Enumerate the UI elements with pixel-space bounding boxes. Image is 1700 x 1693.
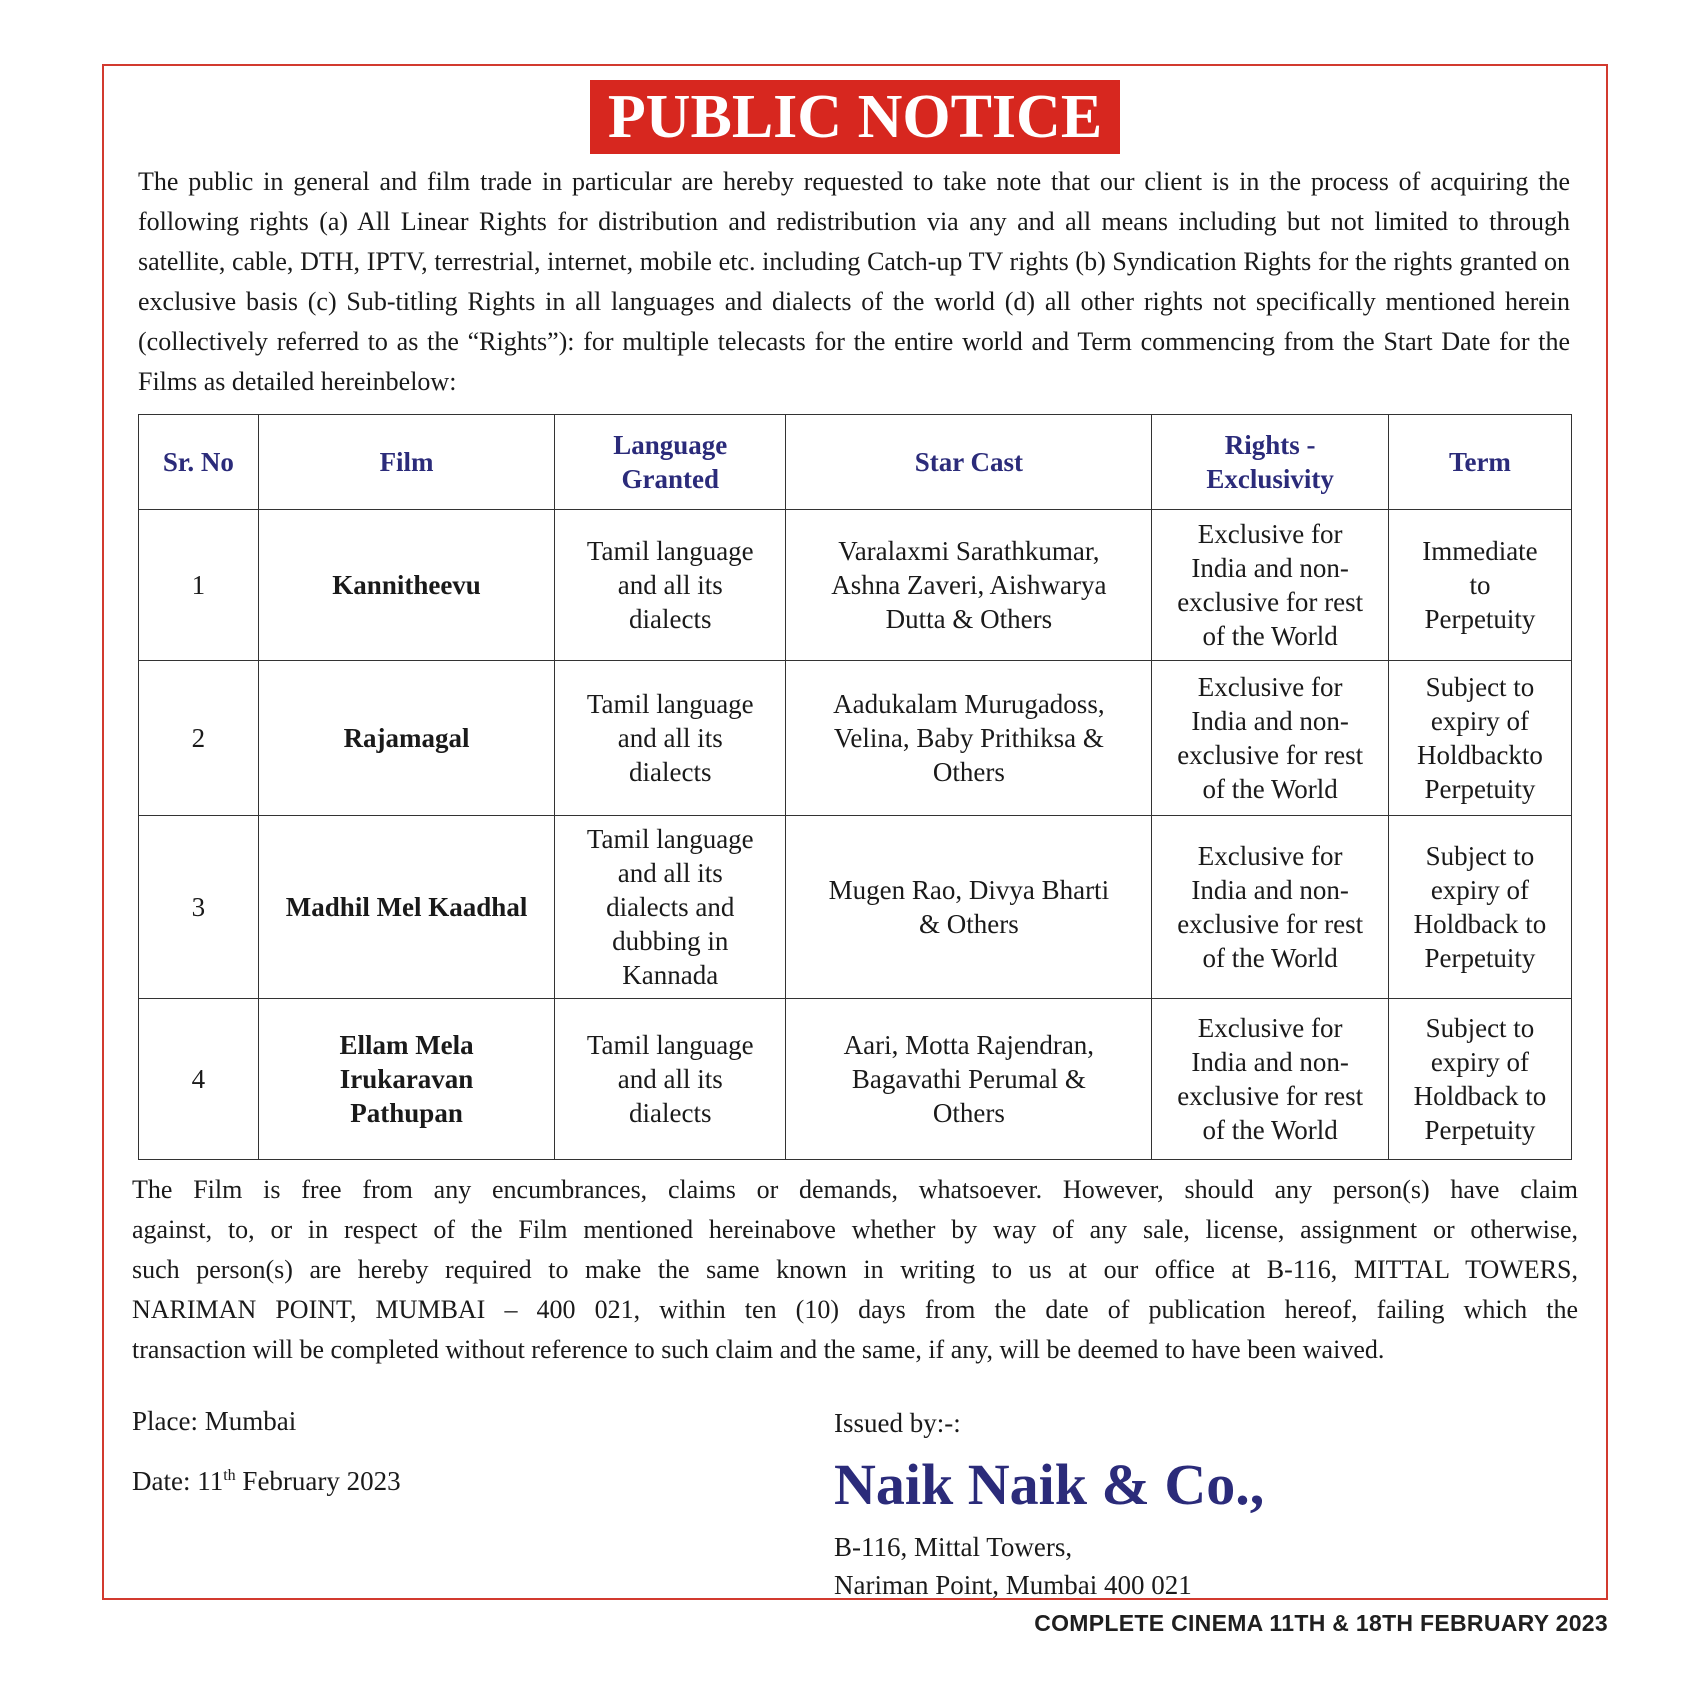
date-text <box>132 1466 401 1497</box>
cell-rights-line: India and non- <box>1191 706 1349 736</box>
outro-paragraph <box>132 1170 1578 1370</box>
cell-film-line: Ellam Mela <box>339 1030 474 1060</box>
cell-rights-line: India and non- <box>1191 875 1349 905</box>
cell-film-line: Rajamagal <box>343 723 470 753</box>
cell-film-line: Madhil Mel Kaadhal <box>285 892 528 922</box>
cell-term-line: to <box>1469 570 1491 600</box>
cell-term-line: Immediate <box>1422 536 1538 566</box>
cell-language-line: dialects <box>629 604 712 634</box>
cell-term-line: Perpetuity <box>1424 1115 1536 1145</box>
issued-by-label: Issued by:-: <box>834 1408 961 1438</box>
cell-star-cast <box>786 510 1152 661</box>
table-row <box>139 510 1572 661</box>
cell-term <box>1388 999 1571 1160</box>
cell-film <box>258 661 554 816</box>
cell-rights <box>1152 661 1388 816</box>
cell-term-line: expiry of <box>1430 706 1530 736</box>
title-container <box>104 80 1606 154</box>
cell-star-cast-line: Others <box>932 757 1005 787</box>
cell-term-line: Subject to <box>1425 841 1535 871</box>
cell-sr-no: 4 <box>139 999 259 1160</box>
cell-term-line: expiry of <box>1430 1047 1530 1077</box>
header-film: Film <box>258 415 554 510</box>
notice-title: PUBLIC NOTICE <box>590 80 1120 154</box>
cell-star-cast <box>786 999 1152 1160</box>
cell-language-line: dialects <box>629 757 712 787</box>
firm-address-line-2: Nariman Point, Mumbai 400 021 <box>834 1570 1192 1600</box>
cell-rights <box>1152 510 1388 661</box>
cell-term-line: Holdbackto <box>1416 740 1543 770</box>
cell-term-line: Holdback to <box>1413 909 1547 939</box>
date-superscript: th <box>223 1467 236 1484</box>
header-term: Term <box>1388 415 1571 510</box>
cell-rights-line: exclusive for rest <box>1177 587 1364 617</box>
cell-star-cast-line: Bagavathi Perumal & <box>851 1064 1086 1094</box>
cell-term-line: Perpetuity <box>1424 774 1536 804</box>
cell-star-cast-line: Velina, Baby Prithiksa & <box>833 723 1104 753</box>
cell-rights-line: of the World <box>1202 943 1338 973</box>
firm-address-line-1: B-116, Mittal Towers, <box>834 1532 1073 1562</box>
cell-term-line: Perpetuity <box>1424 604 1536 634</box>
table-row <box>139 999 1572 1160</box>
cell-rights-line: Exclusive for <box>1197 672 1343 702</box>
cell-language <box>555 816 786 999</box>
cell-rights-line: Exclusive for <box>1197 1013 1343 1043</box>
cell-rights-line: of the World <box>1202 1115 1338 1145</box>
cell-film-line: Pathupan <box>350 1098 463 1128</box>
header-language-line-1: Language <box>613 430 728 460</box>
publication-footer: COMPLETE CINEMA 11TH & 18TH FEBRUARY 2023 <box>1034 1610 1608 1636</box>
cell-term <box>1388 661 1571 816</box>
date-suffix: February 2023 <box>235 1466 401 1496</box>
cell-star-cast-line: Aari, Motta Rajendran, <box>843 1030 1095 1060</box>
cell-sr-no: 1 <box>139 510 259 661</box>
outro-line: transaction will be completed without reference to such claim and the same, if any, will be deemed to have been waived. <box>132 1335 1385 1364</box>
cell-star-cast-line: Ashna Zaveri, Aishwarya <box>831 570 1107 600</box>
cell-star-cast-line: Others <box>932 1098 1005 1128</box>
cell-sr-no: 2 <box>139 661 259 816</box>
cell-term-line: Perpetuity <box>1424 943 1536 973</box>
cell-language-line: and all its <box>617 723 723 753</box>
outro-line: NARIMAN POINT, MUMBAI – 400 021, within ten (10) days from the date of publication hereof, failing which the <box>132 1295 1578 1324</box>
table-header-row <box>139 415 1572 510</box>
cell-rights-line: India and non- <box>1191 1047 1349 1077</box>
cell-term <box>1388 510 1571 661</box>
cell-language-line: dubbing in <box>612 926 729 956</box>
cell-star-cast <box>786 661 1152 816</box>
cell-star-cast <box>786 816 1152 999</box>
outro-line: The Film is free from any encumbrances, claims or demands, whatsoever. However, should any person(s) have claim <box>132 1175 1578 1204</box>
outro-line: such person(s) are hereby required to make the same known in writing to us at our office at B-116, MITTAL TOWERS, <box>132 1255 1578 1284</box>
cell-star-cast-line: Dutta & Others <box>885 604 1053 634</box>
cell-film-line: Irukaravan <box>339 1064 474 1094</box>
cell-term-line: Subject to <box>1425 1013 1535 1043</box>
outro-line: against, to, or in respect of the Film mentioned hereinabove whether by way of any sale, license, assignment or otherwise, <box>132 1215 1578 1244</box>
cell-language-line: and all its <box>617 858 723 888</box>
firm-name: Naik Naik & Co., <box>834 1452 1265 1517</box>
notice-frame <box>102 64 1608 1600</box>
place-text: Place: Mumbai <box>132 1406 297 1436</box>
cell-language-line: Tamil language <box>586 824 754 854</box>
cell-language-line: Kannada <box>622 960 719 990</box>
cell-language-line: dialects <box>629 1098 712 1128</box>
cell-language <box>555 999 786 1160</box>
cell-rights-line: India and non- <box>1191 553 1349 583</box>
cell-rights-line: of the World <box>1202 621 1338 651</box>
cell-rights <box>1152 816 1388 999</box>
cell-rights-line: exclusive for rest <box>1177 740 1364 770</box>
cell-term-line: expiry of <box>1430 875 1530 905</box>
cell-language-line: and all its <box>617 1064 723 1094</box>
cell-term-line: Holdback to <box>1413 1081 1547 1111</box>
header-sr-no: Sr. No <box>139 415 259 510</box>
cell-language <box>555 661 786 816</box>
cell-rights-line: exclusive for rest <box>1177 1081 1364 1111</box>
cell-rights-line: Exclusive for <box>1197 519 1343 549</box>
cell-rights-line: Exclusive for <box>1197 841 1343 871</box>
cell-rights-line: exclusive for rest <box>1177 909 1364 939</box>
date-prefix: Date: 11 <box>132 1466 224 1496</box>
header-language <box>555 415 786 510</box>
cell-language-line: Tamil language <box>586 689 754 719</box>
table-row <box>139 816 1572 999</box>
cell-term-line: Subject to <box>1425 672 1535 702</box>
cell-film <box>258 816 554 999</box>
header-rights-line-1: Rights - <box>1224 430 1316 460</box>
header-language-line-2: Granted <box>621 464 720 494</box>
cell-rights-line: of the World <box>1202 774 1338 804</box>
table-row <box>139 661 1572 816</box>
header-rights <box>1152 415 1388 510</box>
films-table <box>138 414 1572 1160</box>
header-rights-line-2: Exclusivity <box>1206 464 1334 494</box>
intro-paragraph: The public in general and film trade in particular are hereby requested to take note that our client is in the process of acquiring the following rights (a) All Linear Rights for distribution and redistribution via any and all means including but not limited to through satellite, cable, DTH, IPTV, terrestrial, internet, mobile etc. including Catch-up TV rights (b) Syndication Rights for the rights granted on exclusive basis (c) Sub-titling Rights in all languages and dialects of the world (d) all other rights not specifically mentioned herein (collectively referred to as the “Rights”): for multiple telecasts for the entire world and Term commencing from the Start Date for the Films as detailed hereinbelow: <box>138 167 1570 396</box>
cell-language-line: and all its <box>617 570 723 600</box>
cell-sr-no: 3 <box>139 816 259 999</box>
cell-star-cast-line: Mugen Rao, Divya Bharti <box>828 875 1110 905</box>
cell-language-line: Tamil language <box>586 536 754 566</box>
cell-language-line: dialects and <box>606 892 735 922</box>
cell-star-cast-line: Aadukalam Murugadoss, <box>833 689 1105 719</box>
cell-star-cast-line: & Others <box>918 909 1019 939</box>
cell-film-line: Kannitheevu <box>332 570 481 600</box>
cell-rights <box>1152 999 1388 1160</box>
cell-language-line: Tamil language <box>586 1030 754 1060</box>
cell-term <box>1388 816 1571 999</box>
cell-language <box>555 510 786 661</box>
cell-star-cast-line: Varalaxmi Sarathkumar, <box>838 536 1100 566</box>
cell-film <box>258 510 554 661</box>
header-star-cast: Star Cast <box>786 415 1152 510</box>
cell-film <box>258 999 554 1160</box>
